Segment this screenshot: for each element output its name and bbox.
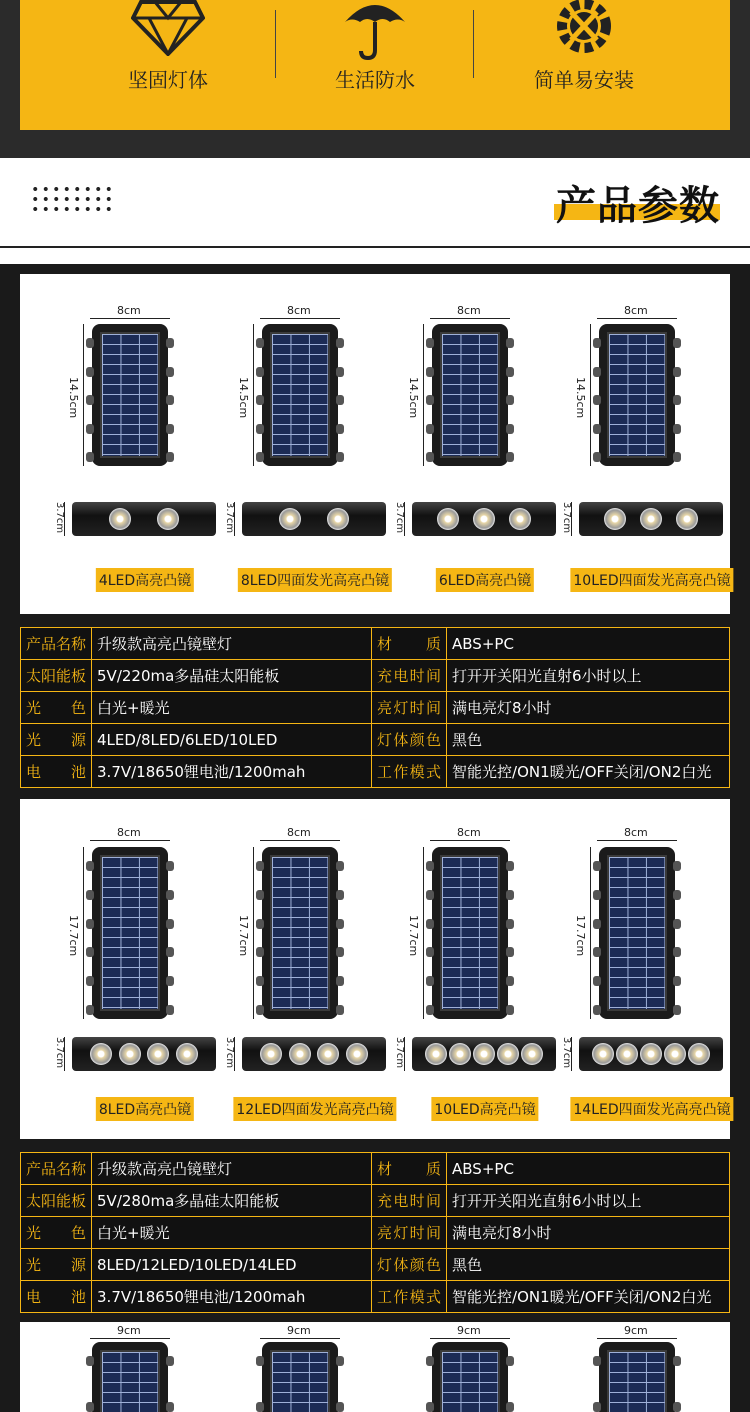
- width-dimension: 8cm: [624, 826, 648, 839]
- led-lens: [593, 1005, 601, 1015]
- diamond-icon: [131, 0, 205, 60]
- led-bulb: [425, 1043, 447, 1065]
- led-bulb: [327, 508, 349, 530]
- spec-key: 太阳能板: [21, 660, 92, 692]
- led-bulb: [437, 508, 459, 530]
- led-lens: [506, 424, 514, 434]
- table-row: [21, 1153, 730, 1185]
- spec-key: 亮灯时间: [372, 1217, 447, 1249]
- led-lens: [426, 395, 434, 405]
- led-bulb: [688, 1043, 710, 1065]
- solar-panel: [607, 1350, 667, 1412]
- led-bulb: [676, 508, 698, 530]
- led-lens: [673, 919, 681, 929]
- spec-key: 亮灯时间: [372, 692, 447, 724]
- spec-key: 灯体颜色: [372, 724, 447, 756]
- dimension-line: [597, 840, 677, 841]
- dimension-line: [260, 840, 340, 841]
- led-bulb: [90, 1043, 112, 1065]
- led-lens: [593, 1402, 601, 1412]
- led-lens: [426, 452, 434, 462]
- solar-panel: [607, 332, 667, 458]
- spec-key: 光 源: [21, 1249, 92, 1281]
- led-lens: [593, 424, 601, 434]
- led-lens: [336, 861, 344, 871]
- led-lens: [166, 890, 174, 900]
- led-bulb: [521, 1043, 543, 1065]
- led-bulb: [616, 1043, 638, 1065]
- product-label: 4LED高亮凸镜: [96, 568, 194, 592]
- led-lens: [166, 976, 174, 986]
- led-bulb: [604, 508, 626, 530]
- led-lens: [673, 976, 681, 986]
- feature-label: 简单易安装: [534, 68, 634, 92]
- led-lens: [336, 452, 344, 462]
- spec-key: 产品名称: [21, 628, 92, 660]
- led-lens: [336, 947, 344, 957]
- led-lens: [593, 452, 601, 462]
- table-row: [21, 724, 730, 756]
- side-view-strip: [72, 502, 216, 536]
- solar-panel: [440, 1350, 500, 1412]
- led-lens: [593, 861, 601, 871]
- spec-value: 3.7V/18650锂电池/1200mah: [92, 1281, 372, 1313]
- led-lens: [426, 1402, 434, 1412]
- led-lens: [506, 1005, 514, 1015]
- product-panel-3: [20, 1322, 730, 1412]
- table-row: [21, 660, 730, 692]
- width-dimension: 8cm: [457, 304, 481, 317]
- width-dimension: 9cm: [624, 1324, 648, 1337]
- led-lens: [336, 1005, 344, 1015]
- led-bulb: [640, 508, 662, 530]
- spec-value: ABS+PC: [447, 1153, 730, 1185]
- width-dimension: 9cm: [287, 1324, 311, 1337]
- depth-dimension: 3.7cm: [54, 1037, 65, 1069]
- spec-value: 打开开关阳光直射6小时以上: [447, 1185, 730, 1217]
- product-label: 8LED四面发光高亮凸镜: [238, 568, 392, 592]
- solar-panel: [607, 855, 667, 1011]
- led-lens: [336, 395, 344, 405]
- features-panel: [20, 0, 730, 130]
- depth-dimension: 3.7cm: [394, 1037, 405, 1069]
- height-dimension: 17.7cm: [237, 915, 250, 957]
- spec-key: 光 色: [21, 692, 92, 724]
- dimension-line: [430, 318, 510, 319]
- solar-panel: [100, 1350, 160, 1412]
- led-lens: [86, 367, 94, 377]
- led-lens: [166, 1402, 174, 1412]
- led-lens: [86, 947, 94, 957]
- dot-pattern-decoration: [30, 184, 114, 214]
- product-label: 6LED高亮凸镜: [436, 568, 534, 592]
- led-lens: [256, 424, 264, 434]
- led-lens: [506, 947, 514, 957]
- spec-value: 满电亮灯8小时: [447, 1217, 730, 1249]
- led-lens: [86, 1356, 94, 1366]
- spec-value: 白光+暖光: [92, 692, 372, 724]
- spec-table-1: [20, 627, 730, 788]
- led-lens: [166, 1005, 174, 1015]
- spec-key: 电 池: [21, 756, 92, 788]
- product-panel-1: [20, 274, 730, 614]
- led-lens: [256, 452, 264, 462]
- led-lens: [86, 424, 94, 434]
- dimension-line: [90, 840, 170, 841]
- spec-key: 工作模式: [372, 756, 447, 788]
- led-lens: [336, 424, 344, 434]
- spec-value: 打开开关阳光直射6小时以上: [447, 660, 730, 692]
- height-dimension: 14.5cm: [574, 377, 587, 419]
- dimension-line: [253, 847, 254, 1019]
- dimension-line: [590, 324, 591, 466]
- led-lens: [86, 1402, 94, 1412]
- led-lens: [256, 890, 264, 900]
- spec-table-2: [20, 1152, 730, 1313]
- led-lens: [256, 976, 264, 986]
- spec-value: 满电亮灯8小时: [447, 692, 730, 724]
- spec-key: 材 质: [372, 1153, 447, 1185]
- side-view-strip: [242, 502, 386, 536]
- spec-key: 电 池: [21, 1281, 92, 1313]
- tools-gear-icon: [549, 0, 619, 62]
- product-label: 10LED高亮凸镜: [431, 1097, 538, 1121]
- led-lens: [673, 861, 681, 871]
- led-lens: [673, 1005, 681, 1015]
- led-bulb: [157, 508, 179, 530]
- spec-value: 8LED/12LED/10LED/14LED: [92, 1249, 372, 1281]
- spec-key: 充电时间: [372, 1185, 447, 1217]
- led-lens: [506, 1356, 514, 1366]
- led-lens: [426, 338, 434, 348]
- features-band: [0, 0, 750, 158]
- spec-value: 黑色: [447, 724, 730, 756]
- led-lens: [506, 861, 514, 871]
- feature-label: 生活防水: [335, 68, 415, 92]
- dimension-line: [260, 1338, 340, 1339]
- led-lens: [256, 919, 264, 929]
- led-lens: [166, 424, 174, 434]
- dimension-line: [423, 324, 424, 466]
- led-lens: [166, 1356, 174, 1366]
- product-panel-2: [20, 799, 730, 1139]
- led-lens: [166, 338, 174, 348]
- table-row: [21, 1217, 730, 1249]
- spec-key: 工作模式: [372, 1281, 447, 1313]
- led-lens: [426, 424, 434, 434]
- led-lens: [593, 947, 601, 957]
- led-lens: [426, 367, 434, 377]
- led-lens: [86, 395, 94, 405]
- led-lens: [593, 395, 601, 405]
- spec-value: 白光+暖光: [92, 1217, 372, 1249]
- led-lens: [426, 890, 434, 900]
- led-lens: [86, 890, 94, 900]
- led-lens: [426, 1356, 434, 1366]
- height-dimension: 14.5cm: [407, 377, 420, 419]
- spec-key: 灯体颜色: [372, 1249, 447, 1281]
- led-bulb: [664, 1043, 686, 1065]
- dimension-line: [253, 324, 254, 466]
- table-row: [21, 1249, 730, 1281]
- dimension-line: [83, 324, 84, 466]
- led-lens: [673, 947, 681, 957]
- dimension-line: [423, 847, 424, 1019]
- led-lens: [336, 890, 344, 900]
- feature-install: [466, 0, 702, 130]
- led-lens: [673, 338, 681, 348]
- solar-panel: [100, 332, 160, 458]
- width-dimension: 8cm: [117, 304, 141, 317]
- led-lens: [166, 395, 174, 405]
- led-lens: [86, 861, 94, 871]
- led-lens: [256, 395, 264, 405]
- section-title: 产品参数: [556, 183, 720, 229]
- led-bulb: [473, 508, 495, 530]
- solar-panel: [440, 332, 500, 458]
- led-lens: [673, 1356, 681, 1366]
- width-dimension: 9cm: [117, 1324, 141, 1337]
- led-lens: [593, 367, 601, 377]
- led-lens: [86, 1005, 94, 1015]
- dimension-line: [90, 1338, 170, 1339]
- led-lens: [166, 919, 174, 929]
- height-dimension: 14.5cm: [67, 377, 80, 419]
- led-lens: [166, 367, 174, 377]
- led-bulb: [640, 1043, 662, 1065]
- led-lens: [673, 395, 681, 405]
- led-lens: [506, 395, 514, 405]
- led-bulb: [119, 1043, 141, 1065]
- led-lens: [256, 1356, 264, 1366]
- spec-value: 黑色: [447, 1249, 730, 1281]
- spec-value: 4LED/8LED/6LED/10LED: [92, 724, 372, 756]
- section-header: [0, 158, 750, 264]
- feature-waterproof: [257, 0, 493, 130]
- led-lens: [86, 919, 94, 929]
- dimension-line: [260, 318, 340, 319]
- spec-value: 5V/220ma多晶硅太阳能板: [92, 660, 372, 692]
- led-lens: [426, 976, 434, 986]
- solar-panel: [440, 855, 500, 1011]
- led-lens: [673, 1402, 681, 1412]
- led-lens: [506, 919, 514, 929]
- depth-dimension: 3.7cm: [561, 1037, 572, 1069]
- dimension-line: [430, 1338, 510, 1339]
- depth-dimension: 3.7cm: [224, 1037, 235, 1069]
- led-bulb: [109, 508, 131, 530]
- solar-panel: [100, 855, 160, 1011]
- led-lens: [673, 890, 681, 900]
- depth-dimension: 3.7cm: [394, 502, 405, 534]
- led-lens: [336, 367, 344, 377]
- led-bulb: [279, 508, 301, 530]
- solar-panel: [270, 1350, 330, 1412]
- led-lens: [593, 338, 601, 348]
- spec-value: 升级款高亮凸镜壁灯: [92, 628, 372, 660]
- led-lens: [426, 861, 434, 871]
- width-dimension: 9cm: [457, 1324, 481, 1337]
- width-dimension: 8cm: [624, 304, 648, 317]
- led-lens: [86, 976, 94, 986]
- led-lens: [506, 452, 514, 462]
- height-dimension: 17.7cm: [67, 915, 80, 957]
- height-dimension: 17.7cm: [407, 915, 420, 957]
- led-lens: [86, 452, 94, 462]
- led-lens: [673, 424, 681, 434]
- led-lens: [336, 1402, 344, 1412]
- led-lens: [336, 976, 344, 986]
- spec-value: 智能光控/ON1暖光/OFF关闭/ON2白光: [447, 756, 730, 788]
- spec-value: 升级款高亮凸镜壁灯: [92, 1153, 372, 1185]
- product-label: 14LED四面发光高亮凸镜: [570, 1097, 733, 1121]
- header-underline: [0, 246, 750, 248]
- feature-sturdy: [50, 0, 286, 130]
- led-lens: [336, 338, 344, 348]
- product-label: 10LED四面发光高亮凸镜: [570, 568, 733, 592]
- led-lens: [593, 890, 601, 900]
- led-bulb: [473, 1043, 495, 1065]
- spec-key: 光 源: [21, 724, 92, 756]
- solar-panel: [270, 332, 330, 458]
- led-bulb: [497, 1043, 519, 1065]
- led-bulb: [592, 1043, 614, 1065]
- table-row: [21, 756, 730, 788]
- spec-key: 太阳能板: [21, 1185, 92, 1217]
- led-lens: [593, 919, 601, 929]
- led-lens: [426, 1005, 434, 1015]
- depth-dimension: 3.7cm: [561, 502, 572, 534]
- dimension-line: [90, 318, 170, 319]
- led-lens: [506, 338, 514, 348]
- table-row: [21, 1185, 730, 1217]
- width-dimension: 8cm: [117, 826, 141, 839]
- product-label: 12LED四面发光高亮凸镜: [233, 1097, 396, 1121]
- led-bulb: [260, 1043, 282, 1065]
- led-bulb: [449, 1043, 471, 1065]
- spec-key: 产品名称: [21, 1153, 92, 1185]
- spec-key: 充电时间: [372, 660, 447, 692]
- led-lens: [166, 861, 174, 871]
- umbrella-icon: [343, 0, 407, 64]
- led-lens: [256, 1005, 264, 1015]
- led-lens: [256, 861, 264, 871]
- led-bulb: [509, 508, 531, 530]
- led-lens: [426, 947, 434, 957]
- led-lens: [256, 947, 264, 957]
- spec-key: 材 质: [372, 628, 447, 660]
- led-lens: [673, 452, 681, 462]
- spec-key: 光 色: [21, 1217, 92, 1249]
- led-lens: [506, 890, 514, 900]
- led-bulb: [289, 1043, 311, 1065]
- dimension-line: [597, 318, 677, 319]
- height-dimension: 17.7cm: [574, 915, 587, 957]
- depth-dimension: 3.7cm: [54, 502, 65, 534]
- spec-value: 5V/280ma多晶硅太阳能板: [92, 1185, 372, 1217]
- table-row: [21, 692, 730, 724]
- solar-panel: [270, 855, 330, 1011]
- led-lens: [593, 976, 601, 986]
- dimension-line: [430, 840, 510, 841]
- feature-label: 坚固灯体: [128, 68, 208, 92]
- led-lens: [506, 1402, 514, 1412]
- table-row: [21, 1281, 730, 1313]
- product-label: 8LED高亮凸镜: [96, 1097, 194, 1121]
- led-lens: [506, 367, 514, 377]
- spec-value: ABS+PC: [447, 628, 730, 660]
- table-row: [21, 628, 730, 660]
- height-dimension: 14.5cm: [237, 377, 250, 419]
- width-dimension: 8cm: [287, 304, 311, 317]
- dimension-line: [83, 847, 84, 1019]
- led-lens: [426, 919, 434, 929]
- led-lens: [673, 367, 681, 377]
- led-lens: [593, 1356, 601, 1366]
- dimension-line: [590, 847, 591, 1019]
- led-lens: [256, 367, 264, 377]
- led-lens: [166, 452, 174, 462]
- led-lens: [336, 1356, 344, 1366]
- dimension-line: [597, 1338, 677, 1339]
- led-lens: [506, 976, 514, 986]
- led-lens: [86, 338, 94, 348]
- width-dimension: 8cm: [287, 826, 311, 839]
- spec-value: 3.7V/18650锂电池/1200mah: [92, 756, 372, 788]
- spec-value: 智能光控/ON1暖光/OFF关闭/ON2白光: [447, 1281, 730, 1313]
- depth-dimension: 3.7cm: [224, 502, 235, 534]
- led-lens: [256, 338, 264, 348]
- led-lens: [256, 1402, 264, 1412]
- width-dimension: 8cm: [457, 826, 481, 839]
- led-lens: [336, 919, 344, 929]
- led-lens: [166, 947, 174, 957]
